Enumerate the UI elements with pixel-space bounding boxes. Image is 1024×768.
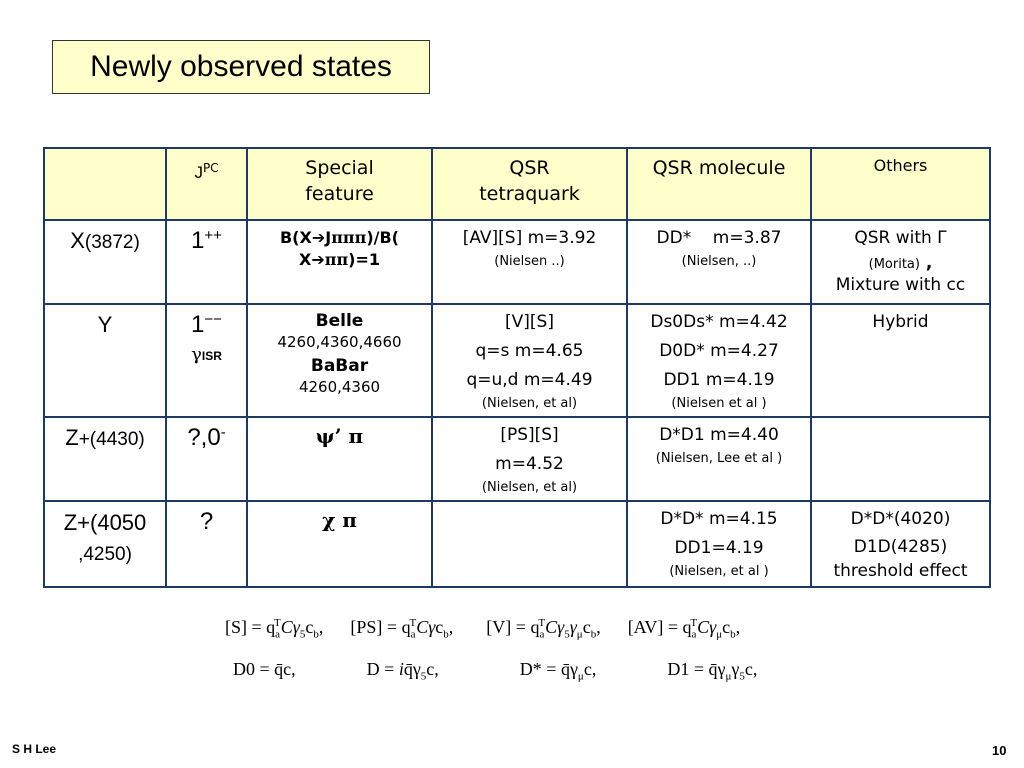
header-molecule-label: QSR molecule — [652, 157, 786, 179]
tetra-line: q=s m=4.65 — [475, 341, 584, 361]
tetra-ref: (Nielsen ..) — [494, 254, 565, 269]
operator-definitions-line2 — [233, 659, 757, 683]
table-row — [44, 304, 990, 417]
table-header-row — [44, 148, 990, 220]
decay-mode: χ π — [322, 508, 357, 532]
state-name: Y — [97, 312, 113, 337]
tetra-line: [V][S] — [505, 312, 554, 332]
special-text: )/B( — [366, 228, 399, 247]
tetra-line: m=4.52 — [495, 454, 564, 474]
others-line: threshold effect — [833, 561, 968, 581]
table-row — [44, 501, 990, 587]
molecule-line: DD1 m=4.19 — [663, 370, 775, 390]
slide-title: Newly observed states — [90, 50, 392, 83]
experiment-name: Belle — [315, 311, 364, 331]
molecule-line: D*D1 m=4.40 — [659, 425, 779, 445]
molecule-line: D*D* m=4.15 — [660, 509, 778, 529]
table-row — [44, 417, 990, 501]
state-mass: +(4430) — [78, 429, 145, 450]
header-others — [811, 148, 990, 220]
slide-title-box — [52, 40, 430, 94]
eq-av: $[AV] = q_a^TC\gamma_\mu c_b$, — [627, 617, 741, 641]
others-cell — [811, 304, 990, 417]
tetraquark-cell — [432, 417, 627, 501]
state-name: X — [70, 228, 85, 253]
state-cell — [44, 501, 166, 587]
special-text: X — [298, 250, 312, 269]
arrow-right-icon: ➔ — [311, 250, 325, 269]
others-cell — [811, 220, 990, 304]
state-mass: ,4250) — [78, 544, 132, 565]
special-cell — [247, 304, 432, 417]
header-qsr-molecule — [627, 148, 811, 220]
molecule-line: Ds0Ds* m=4.42 — [650, 312, 788, 332]
state-cell — [44, 417, 166, 501]
header-tetra-line1: QSR — [509, 157, 550, 179]
molecule-cell — [627, 220, 811, 304]
special-text: )=1 — [348, 250, 381, 269]
states-table — [43, 147, 991, 588]
experiment-masses: 4260,4360 — [298, 378, 381, 396]
eq-s: $[S] = q_a^TC\gamma_5c_b$, — [225, 617, 324, 641]
jpc-value: ? — [199, 508, 214, 535]
jpc-cell — [166, 417, 247, 501]
state-name: Z — [63, 510, 78, 535]
others-line: Mixture with cc — [835, 275, 966, 295]
jpc-cell — [166, 304, 247, 417]
jpc-cell — [166, 501, 247, 587]
tetra-line: q=u,d m=4.49 — [466, 370, 593, 390]
special-greek: ππ — [324, 250, 349, 269]
header-qsr-tetraquark — [432, 148, 627, 220]
table-row — [44, 220, 990, 304]
molecule-line: DD1=4.19 — [674, 538, 764, 558]
eq-dstar: $D* = q̄\gamma_\mu c$, — [519, 659, 597, 683]
state-mass: (3872) — [84, 232, 140, 253]
special-cell — [247, 417, 432, 501]
header-jpc — [166, 148, 247, 220]
state-cell — [44, 220, 166, 304]
molecule-cell — [627, 501, 811, 587]
eq-ps: $[PS] = q_a^TC\gamma c_b$, — [350, 617, 454, 641]
header-others-label: Others — [873, 156, 928, 175]
header-tetra-line2: tetraquark — [479, 183, 580, 205]
others-ref: (Morita) — [868, 257, 920, 272]
tetra-ref: (Nielsen, et al) — [481, 396, 578, 411]
header-special-line1: Special — [305, 157, 374, 179]
special-cell — [247, 501, 432, 587]
jpc-gamma-sub: ISR — [201, 349, 222, 363]
others-line: Hybrid — [872, 312, 929, 332]
eq-d1: $D1 = q̄\gamma_\mu\gamma_5c$, — [667, 659, 758, 683]
experiment-name: BaBar — [310, 356, 369, 376]
tetra-line: [PS][S] — [500, 425, 559, 445]
others-cell — [811, 417, 990, 501]
others-cell — [811, 501, 990, 587]
header-special-feature — [247, 148, 432, 220]
special-greek: πππ — [331, 228, 367, 247]
jpc-value: 1 — [191, 311, 205, 338]
others-line: D*D*(4020) — [850, 509, 951, 529]
eq-d: $D = iq̄\gamma_5c$, — [366, 659, 439, 683]
molecule-line: D0D* m=4.27 — [659, 341, 779, 361]
header-empty-cell — [44, 148, 166, 220]
jpc-value: 1 — [191, 227, 205, 254]
molecule-ref: (Nielsen, ..) — [681, 254, 757, 269]
others-line: D1D(4285) — [853, 537, 948, 557]
arrow-right-icon: ➔ — [311, 228, 326, 247]
jpc-cell — [166, 220, 247, 304]
header-special-line2: feature — [305, 183, 374, 205]
tetraquark-cell — [432, 220, 627, 304]
experiment-masses: 4260,4360,4660 — [277, 333, 402, 351]
footer-author: S H Lee — [12, 742, 57, 756]
jpc-sup: ++ — [204, 227, 222, 244]
molecule-ref: (Nielsen, Lee et al ) — [655, 451, 783, 466]
tetra-line: [AV][S] m=3.92 — [462, 228, 597, 248]
special-cell — [247, 220, 432, 304]
tetraquark-cell — [432, 501, 627, 587]
eq-v: $[V] = q_a^TC\gamma_5\gamma_\mu c_b$, — [486, 617, 601, 641]
jpc-sup: −− — [204, 311, 222, 328]
others-comma: , — [919, 253, 933, 273]
jpc-gamma: γ — [191, 344, 202, 365]
tetra-ref: (Nielsen, et al) — [481, 480, 578, 495]
state-mass: +(4050 — [77, 510, 147, 535]
molecule-cell — [627, 304, 811, 417]
jpc-value: ?,0 — [187, 424, 221, 451]
others-line: QSR with Γ — [854, 228, 947, 248]
eq-d0: D0 = q̄c, — [233, 659, 296, 679]
molecule-ref: (Nielsen, et al ) — [669, 564, 769, 579]
state-cell — [44, 304, 166, 417]
header-jpc-sup: PC — [202, 161, 219, 175]
special-text: J — [325, 228, 332, 247]
header-jpc-j: J — [194, 163, 203, 182]
special-text: B(X — [279, 228, 312, 247]
molecule-cell — [627, 417, 811, 501]
molecule-ref: (Nielsen et al ) — [671, 396, 767, 411]
page-number: 10 — [992, 743, 1007, 758]
molecule-line: DD* m=3.87 — [656, 228, 782, 248]
jpc-sup: - — [220, 424, 226, 441]
tetraquark-cell — [432, 304, 627, 417]
operator-definitions-line1 — [225, 617, 740, 641]
state-name: Z — [65, 425, 79, 450]
decay-mode: ψ’ π — [315, 424, 364, 448]
